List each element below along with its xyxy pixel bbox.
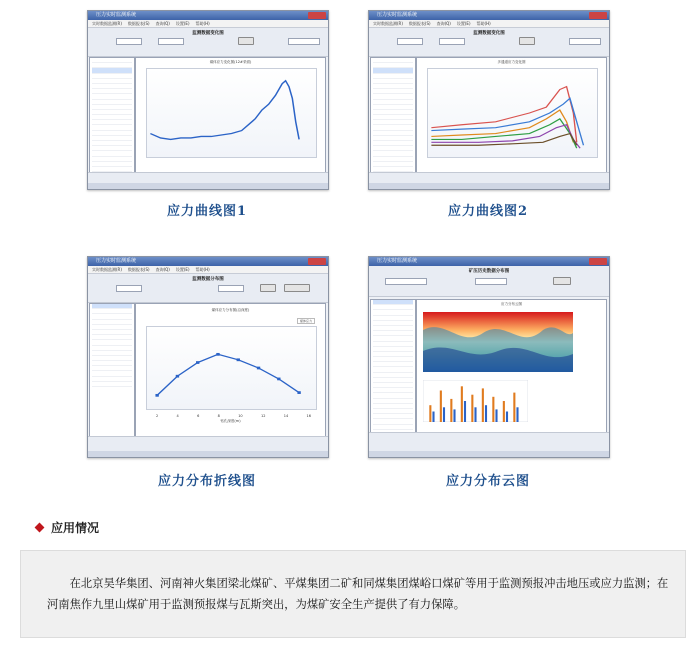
window-titlebar [369,257,609,266]
menu-item: 设置(E) [175,267,190,272]
stress-bar-chart [423,380,528,422]
start-date-field [116,38,142,45]
status-bar [369,451,609,457]
channel-select [475,278,507,285]
x-tick: 2 [156,414,159,418]
panel-title: 监测数据变化图 [192,31,224,36]
screenshot-stress-cloud [368,256,610,458]
export-button [284,284,310,292]
sensor-list [370,299,416,433]
caption-stress-curve-1: 应力曲线图1 [166,204,248,219]
menu-item: 实时数据监测(R) [92,21,122,26]
menu-item: 帮助(H) [195,21,210,26]
plot-area [416,57,607,173]
status-bar [88,183,328,189]
options-bar [369,172,609,183]
menu-item: 查询(Q) [436,21,451,26]
menu-item: 实时数据监测(R) [373,21,403,26]
plot-canvas [146,326,317,410]
status-bar [88,451,328,457]
plot-area [416,299,607,433]
x-axis-ticks [156,414,311,418]
menu-item: 设置(E) [175,21,190,26]
window-title: 压力实时监测系统 [377,258,418,264]
x-tick: 12 [260,414,266,418]
query-panel [88,274,328,303]
plot-legend: 煤体应力 [297,318,315,324]
multi-channel-curves [428,69,597,157]
x-axis-label: 钻孔深度(m) [220,419,241,423]
screenshot-stress-distribution-line [87,256,329,458]
sensor-tree [89,57,135,173]
stress-cloud-map [423,312,573,372]
distribution-line [147,327,316,409]
screenshot-stress-curve-2 [368,10,610,190]
window-title: 压力实时监测系统 [377,12,418,18]
end-date-field [158,38,184,45]
panel-title: 监测数据变化图 [473,31,505,36]
menu-item: 帮助(H) [476,21,491,26]
x-tick: 10 [238,414,243,418]
plot-canvas [427,68,598,158]
plot-canvas [146,68,317,158]
menu-bar [88,266,328,274]
screenshot-stress-curve-1 [87,10,329,190]
query-panel [369,28,609,57]
window-controls [589,12,607,19]
options-bar [88,436,328,451]
section-heading-text: 应用情况 [51,521,100,535]
query-button [260,284,276,292]
channel-select [288,38,320,45]
query-panel [88,28,328,57]
x-tick: 4 [176,414,179,418]
application-box [20,550,686,638]
caption-stress-cloud: 应力分布云图 [445,474,530,489]
plot-title: 多通道应力变化图 [497,60,526,64]
options-bar [88,172,328,183]
window-controls [308,12,326,19]
window-titlebar [369,11,609,20]
query-button [238,37,254,45]
panel-title: 监测数据分布图 [192,277,224,282]
window-titlebar [88,257,328,266]
start-date-field [397,38,423,45]
application-paragraph: 在北京昊华集团、河南神火集团梁北煤矿、平煤集团二矿和同煤集团煤峪口煤矿等用于监测预报冲击地压或应力监测；在河南焦作九里山煤矿用于监测预报煤与瓦斯突出，为煤矿安全生产提供了有力保障。 [47,577,669,611]
menu-item: 帮助(H) [195,267,210,272]
menu-item: 数据报表(S) [408,21,431,26]
caption-stress-distribution-line: 应力分布折线图 [157,474,256,489]
menu-item: 设置(E) [456,21,471,26]
window-controls [308,258,326,265]
x-tick: 16 [306,414,311,418]
window-title: 压力实时监测系统 [96,258,137,264]
menu-bar [369,20,609,28]
menu-item: 数据报表(S) [127,267,150,272]
plot-area [135,57,326,173]
x-tick: 14 [283,414,289,418]
type-select [218,285,244,292]
window-controls [589,258,607,265]
x-tick: 6 [197,414,200,418]
section-heading [36,519,99,536]
menu-item: 实时数据监测(R) [92,267,122,272]
menu-item: 查询(Q) [155,267,170,272]
window-title: 压力实时监测系统 [96,12,137,18]
channel-select [569,38,601,45]
end-date-field [439,38,465,45]
menu-item: 数据报表(S) [127,21,150,26]
query-button [519,37,535,45]
window-titlebar [88,11,328,20]
caption-stress-curve-2: 应力曲线图2 [447,204,529,219]
start-date-field [116,285,142,292]
plot-title: 煤体应力变化图(12#采面) [209,60,252,64]
sensor-list [89,303,135,437]
stress-curve [147,69,316,157]
plot-title: 应力分布云图 [501,302,522,306]
x-tick: 8 [217,414,220,418]
plot-area [135,303,326,437]
panel-title: 矿压历史数据分布图 [468,269,510,274]
status-bar [369,183,609,189]
menu-item: 查询(Q) [155,21,170,26]
date-field [385,278,427,285]
options-bar [369,432,609,451]
diamond-bullet-icon [35,523,45,533]
menu-bar [88,20,328,28]
query-panel [369,266,609,297]
query-button [553,277,571,285]
plot-title: 煤体应力分布图(沿深度) [211,308,250,312]
sensor-tree [370,57,416,173]
